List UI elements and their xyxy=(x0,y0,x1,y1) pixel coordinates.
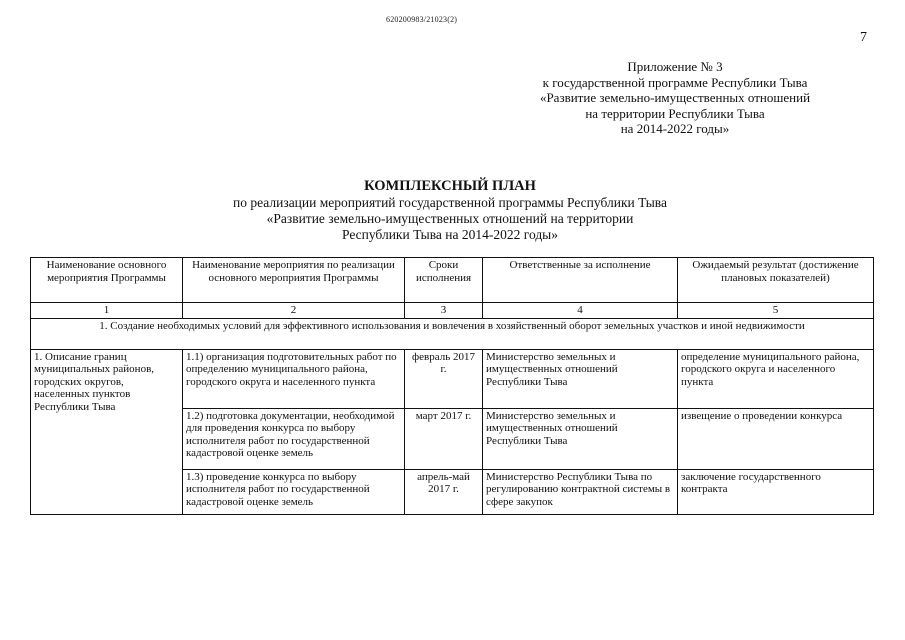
section-row xyxy=(31,318,874,349)
header-result: Ожидаемый результат (достижение плановых показателей) xyxy=(678,258,874,303)
appendix-line: на 2014-2022 годы» xyxy=(620,121,730,136)
header-main-activity: Наименование основного мероприятия Программы xyxy=(31,258,183,303)
column-number: 1 xyxy=(31,303,183,319)
deadline-cell: март 2017 г. xyxy=(405,408,483,469)
column-number: 5 xyxy=(678,303,874,319)
plan-title-block xyxy=(130,178,770,243)
header-deadline: Сроки исполнения xyxy=(405,258,483,303)
column-number: 2 xyxy=(183,303,405,319)
column-number: 3 xyxy=(405,303,483,319)
plan-subtitle-line: Республики Тыва на 2014-2022 годы» xyxy=(341,227,559,242)
responsible-cell: Министерство земельных и имущественных отношений Республики Тыва xyxy=(483,408,678,469)
deadline-cell: февраль 2017 г. xyxy=(405,349,483,408)
main-activity-cell: 1. Описание границ муниципальных районов, городских округов, населенных пунктов Республики Тыва xyxy=(31,349,183,514)
appendix-line: Приложение № 3 xyxy=(627,59,723,74)
table-row xyxy=(31,349,874,408)
plan-title: КОМПЛЕКСНЫЙ ПЛАН xyxy=(364,178,536,194)
result-cell: извещение о проведении конкурса xyxy=(678,408,874,469)
appendix-line: к государственной программе Республики Тыва xyxy=(542,74,808,90)
activity-cell: 1.3) проведение конкурса по выбору исполнителя работ по государственной кадастровой оценке земель xyxy=(183,469,405,514)
plan-subtitle-line: «Развитие земельно-имущественных отношений на территории xyxy=(266,211,634,226)
document-code: 620200983/21023(2) xyxy=(386,15,458,24)
column-number: 4 xyxy=(483,303,678,319)
plan-table xyxy=(30,257,874,515)
table-header-row xyxy=(31,258,874,303)
responsible-cell: Министерство Республики Тыва по регулированию контрактной системы в сфере закупок xyxy=(483,469,678,514)
page-number: 7 xyxy=(860,30,867,45)
column-number-row xyxy=(31,303,874,319)
responsible-cell: Министерство земельных и имущественных отношений Республики Тыва xyxy=(483,349,678,408)
plan-subtitle-line: по реализации мероприятий государственной программы Республики Тыва xyxy=(233,195,667,210)
result-cell: заключение государственного контракта xyxy=(678,469,874,514)
result-cell: определение муниципального района, городского округа и населенного пункта xyxy=(678,349,874,408)
header-responsible: Ответственные за исполнение xyxy=(483,258,678,303)
appendix-header xyxy=(440,59,905,137)
deadline-cell: апрель-май 2017 г. xyxy=(405,469,483,514)
section-title: 1. Создание необходимых условий для эффективного использования и вовлечения в хозяйственный оборот земельных участков и иной недвижимости xyxy=(31,318,874,349)
header-activity: Наименование мероприятия по реализации основного мероприятия Программы xyxy=(183,258,405,303)
appendix-line: на территории Республики Тыва xyxy=(585,105,765,121)
appendix-line: «Развитие земельно-имущественных отношений xyxy=(539,90,811,105)
activity-cell: 1.1) организация подготовительных работ по определению муниципального района, городского округа и населенного пункта xyxy=(183,349,405,408)
activity-cell: 1.2) подготовка документации, необходимой для проведения конкурса по выбору исполнителя работ по государственной кадастровой оценке земель xyxy=(183,408,405,469)
